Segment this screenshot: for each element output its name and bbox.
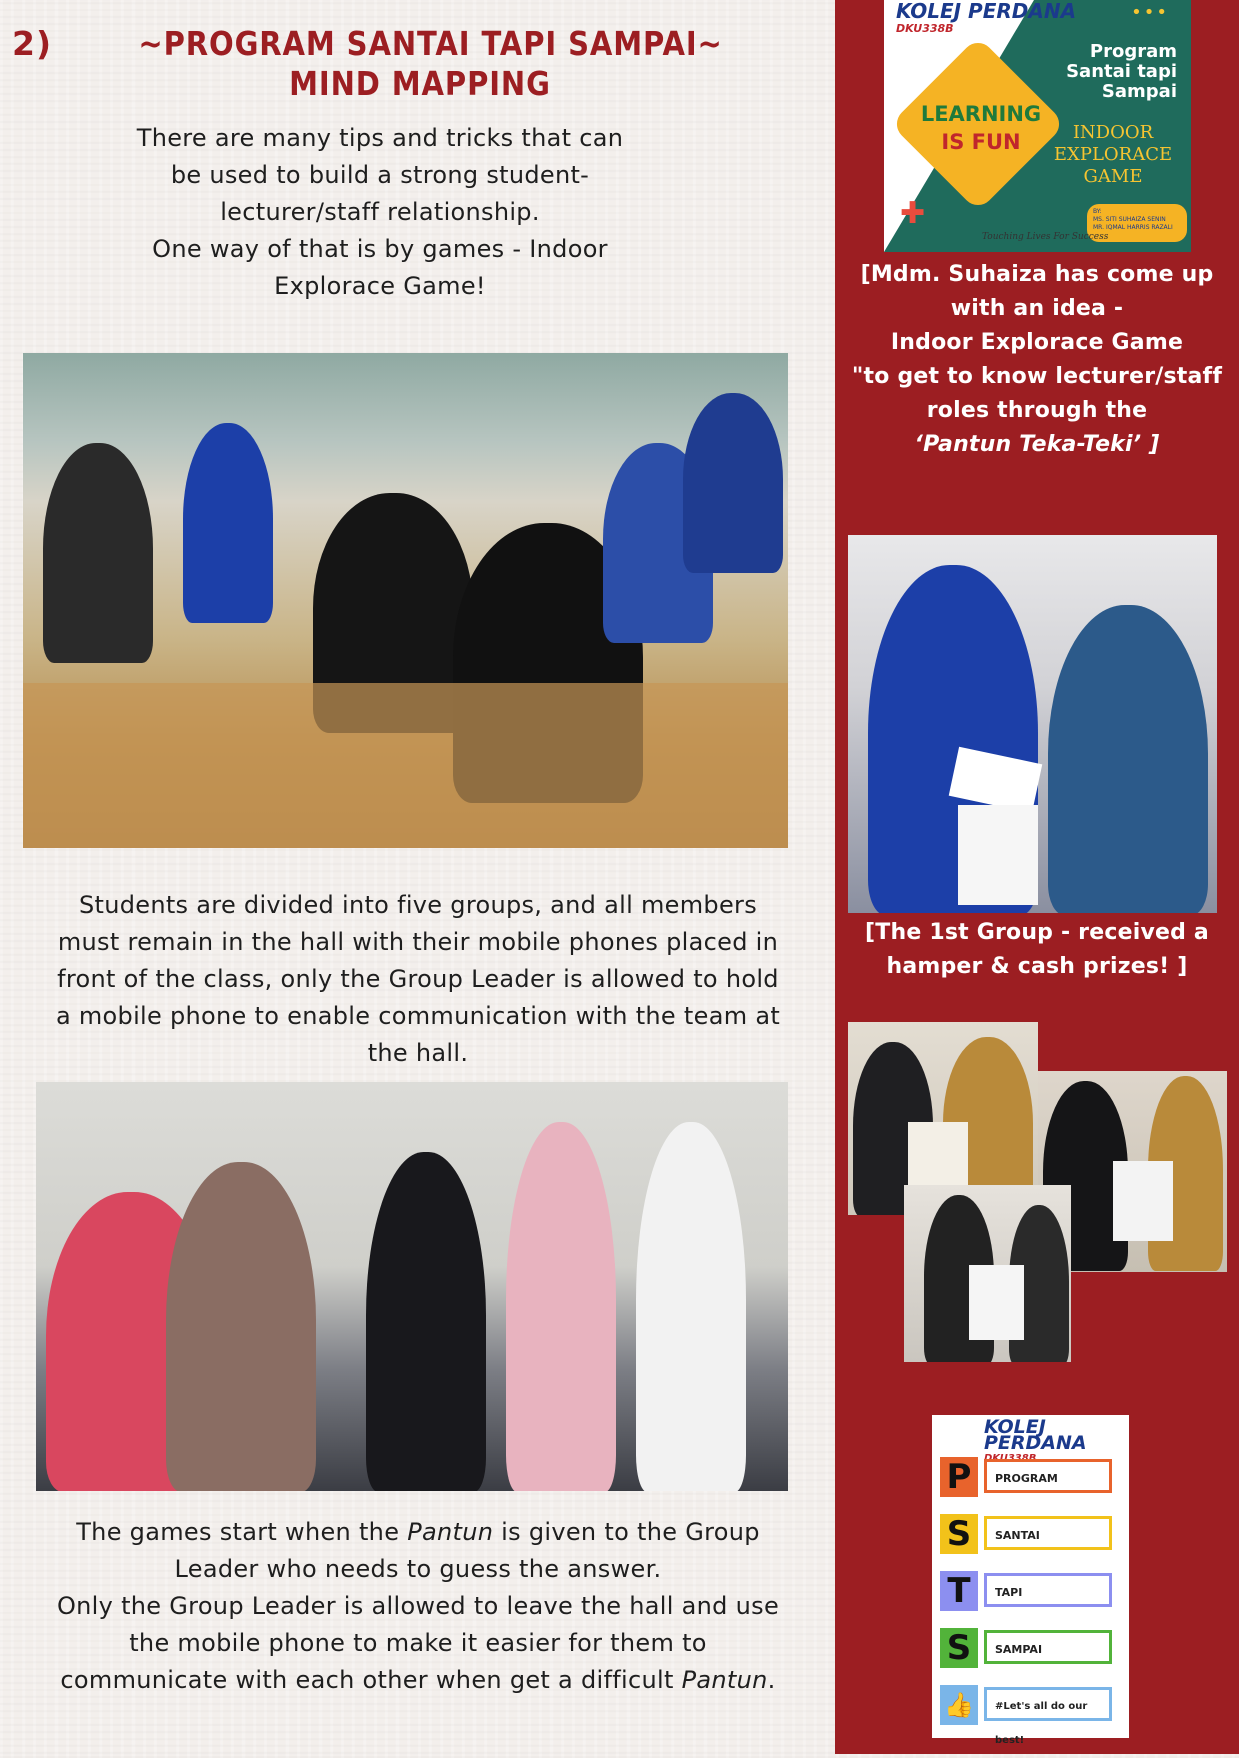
psts-word: SAMPAI [984,1630,1112,1664]
idea-caption [843,258,1231,462]
intro-line: lecturer/staff relationship. [220,198,540,226]
games-line: The games start when the Pantun is given to the Group [76,1518,760,1546]
games-paragraph [18,1514,818,1699]
caption-line: [Mdm. Suhaiza has come up [860,262,1214,287]
title-line-1: ~PROGRAM SANTAI TAPI SAMPAI~ [138,24,723,63]
prize-photo [848,535,1217,913]
caption-line: hamper & cash prizes! ] [886,954,1188,979]
section-number: 2) [12,24,53,63]
psts-letter: T [940,1571,978,1611]
psts-logo: KOLEJ PERDANA [984,1416,1087,1454]
groups-line: front of the class, only the Group Leader is allowed to hold [57,965,779,993]
games-line: communicate with each other when get a difficult Pantun. [60,1666,776,1694]
games-line: Leader who needs to guess the answer. [174,1555,662,1583]
psts-word: #Let's all do our best! [984,1687,1112,1721]
poster-credits: BY: MS. SITI SUHAIZA SENIN MR. IQMAL HARRIS RAZALI [1087,204,1187,242]
title-line-2: MIND MAPPING [289,64,551,103]
winners-photo-3 [904,1185,1071,1362]
psts-letter: S [940,1628,978,1668]
games-line: the mobile phone to make it easier for them to [129,1629,707,1657]
psts-word: PROGRAM [984,1459,1112,1493]
thumbs-up-icon: 👍 [940,1685,978,1725]
psts-word: SANTAI [984,1516,1112,1550]
psts-chart [932,1415,1129,1746]
caption-line: Indoor Explorace Game [890,330,1184,355]
classroom-photo [23,353,788,848]
page-title [138,24,723,104]
intro-line: There are many tips and tricks that can [136,124,624,152]
poster-logo: KOLEJ PERDANA DKU338B [896,0,1077,35]
games-line: Only the Group Leader is allowed to leave the hall and use [56,1592,780,1620]
learning-is-fun: LEARNING IS FUN [920,102,1042,154]
psts-row-motto [940,1685,1120,1746]
dots-icon: ••• [1131,2,1169,23]
psts-word: TAPI [984,1573,1112,1607]
psts-row-tapi [940,1571,1120,1611]
groups-line: a mobile phone to enable communication with the team at [55,1002,781,1030]
caption-line: with an idea - [950,296,1124,321]
psts-letter: P [940,1457,978,1497]
psts-row-santai [940,1514,1120,1554]
caption-line: ‘Pantun Teka-Teki’ ] [914,432,1160,457]
caption-line: roles through the [926,398,1148,423]
group-photo [36,1082,788,1491]
caption-line: "to get to know lecturer/staff [851,364,1223,389]
groups-line: the hall. [367,1039,469,1067]
groups-paragraph [18,887,818,1072]
intro-line: be used to build a strong student- [170,161,590,189]
psts-row-program [940,1457,1120,1497]
groups-line: Students are divided into five groups, and all members [78,891,758,919]
puzzle-icon: ✚ [900,196,926,231]
psts-letter: S [940,1514,978,1554]
caption-line: [The 1st Group - received a [865,920,1209,945]
intro-line: One way of that is by games - Indoor [152,235,608,263]
poster-title: Program Santai tapi Sampai [1066,41,1177,102]
groups-line: must remain in the hall with their mobile phones placed in [57,928,779,956]
intro-line: Explorace Game! [274,272,486,300]
program-poster [884,0,1191,252]
winner-caption [843,916,1231,984]
indoor-explorace-label: INDOOR EXPLORACE GAME [1053,122,1173,187]
intro-paragraph [100,120,660,305]
poster-slogan: Touching Lives For Success [982,232,1109,242]
psts-row-sampai [940,1628,1120,1668]
